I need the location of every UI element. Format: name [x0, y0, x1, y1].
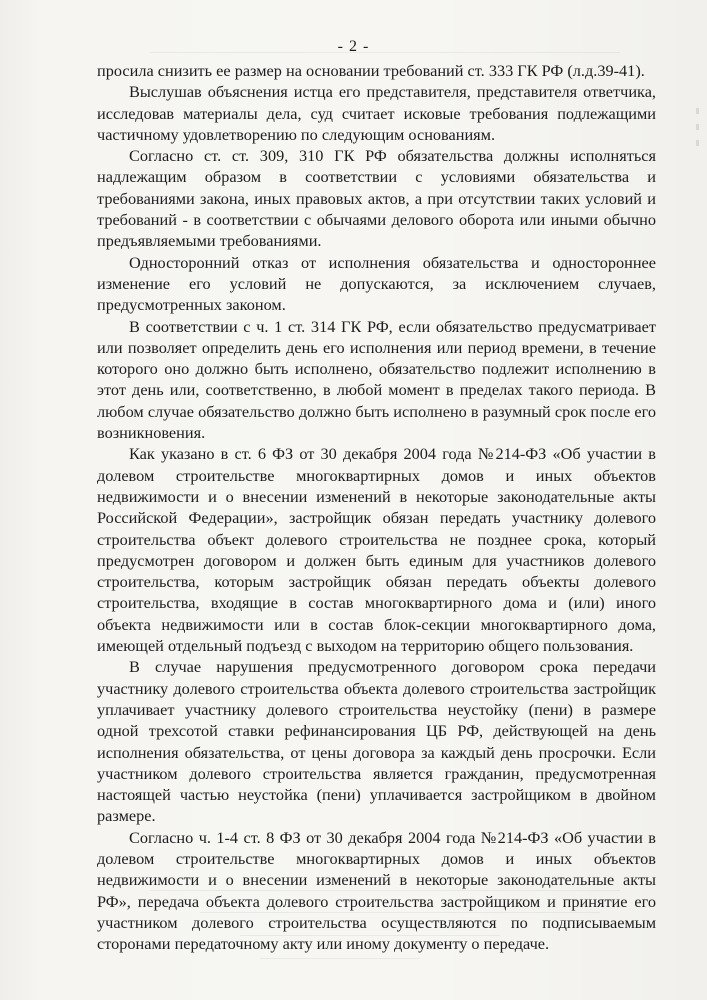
- binding-mark: [696, 140, 699, 146]
- paragraph-8: Согласно ч. 1-4 ст. 8 ФЗ от 30 декабря 2004 года №214-ФЗ «Об участии в долевом строительстве многоквартирных домов и иных объектов недвижимости и о внесении изменений в некоторые законодательные акты РФ», передача объекта долевого строительства застройщиком и принятие его участником долевого строительства осуществляются по подписываемым сторонами передаточному акту или иному документу о передаче.: [97, 827, 656, 954]
- paragraph-2: Выслушав объяснения истца его представителя, представителя ответчика, исследовав материалы дела, суд считает исковые требования подлежащими частичному удовлетворению по следующим основаниям.: [97, 82, 656, 144]
- show-through-line: [260, 958, 420, 959]
- paragraph-6: Как указано в ст. 6 ФЗ от 30 декабря 2004 года №214-ФЗ «Об участии в долевом строительстве многоквартирных домов и иных объектов недвижимости и о внесении изменений в некоторые законодательные акты Российской Федерации», застройщик обязан передать участнику долевого строительства объект долевого строительства не позднее срока, который предусмотрен договором и должен быть единым для участников долевого строительства, которым застройщик обязан передать объекты долевого строительства, входящие в состав многоквартирного дома и (или) иного объекта недвижимости или в состав блок-секции многоквартирного дома, имеющей отдельный подъезд с выходом на территорию общего пользования.: [97, 444, 656, 656]
- paragraph-7: В случае нарушения предусмотренного договором срока передачи участнику долевого строительства объекта долевого строительства застройщик уплачивает участнику долевого строительства неустойку (пени) в размере одной трехсотой ставки рефинансирования ЦБ РФ, действующей на день исполнения обязательства, от цены договора за каждый день просрочки. Если участником долевого строительства является гражданин, предусмотренная настоящей частью неустойка (пени) уплачивается застройщиком в двойном размере.: [97, 657, 656, 826]
- paragraph-1: просила снизить ее размер на основании требований ст. 333 ГК РФ (л.д.39-41).: [97, 61, 645, 80]
- paragraph-3: Согласно ст. ст. 309, 310 ГК РФ обязательства должны исполняться надлежащим образом в соответствии с условиями обязательства и требованиями закона, иных правовых актов, а при отсутствии таких условий и требований - в соответствии с обычаями делового оборота или иными обычно предъявляемыми требованиями.: [97, 146, 656, 251]
- binding-mark: [696, 108, 699, 114]
- binding-mark: [696, 124, 699, 130]
- paragraph-4: Односторонний отказ от исполнения обязательства и одностороннее изменение его условий не допускаются, за исключением случаев, предусмотренных законом.: [97, 252, 656, 315]
- page-number: - 2 -: [337, 38, 370, 55]
- document-body: [97, 60, 656, 954]
- paragraph-5: В соответствии с ч. 1 ст. 314 ГК РФ, если обязательство предусматривает или позволяет определить день его исполнения или период времени, в течение которого оно должно быть исполнено, обязательство подлежит исполнению в этот день или, соответственно, в любой момент в пределах такого периода. В любом случае обязательство должно быть исполнено в разумный срок после его возникновения.: [97, 316, 656, 443]
